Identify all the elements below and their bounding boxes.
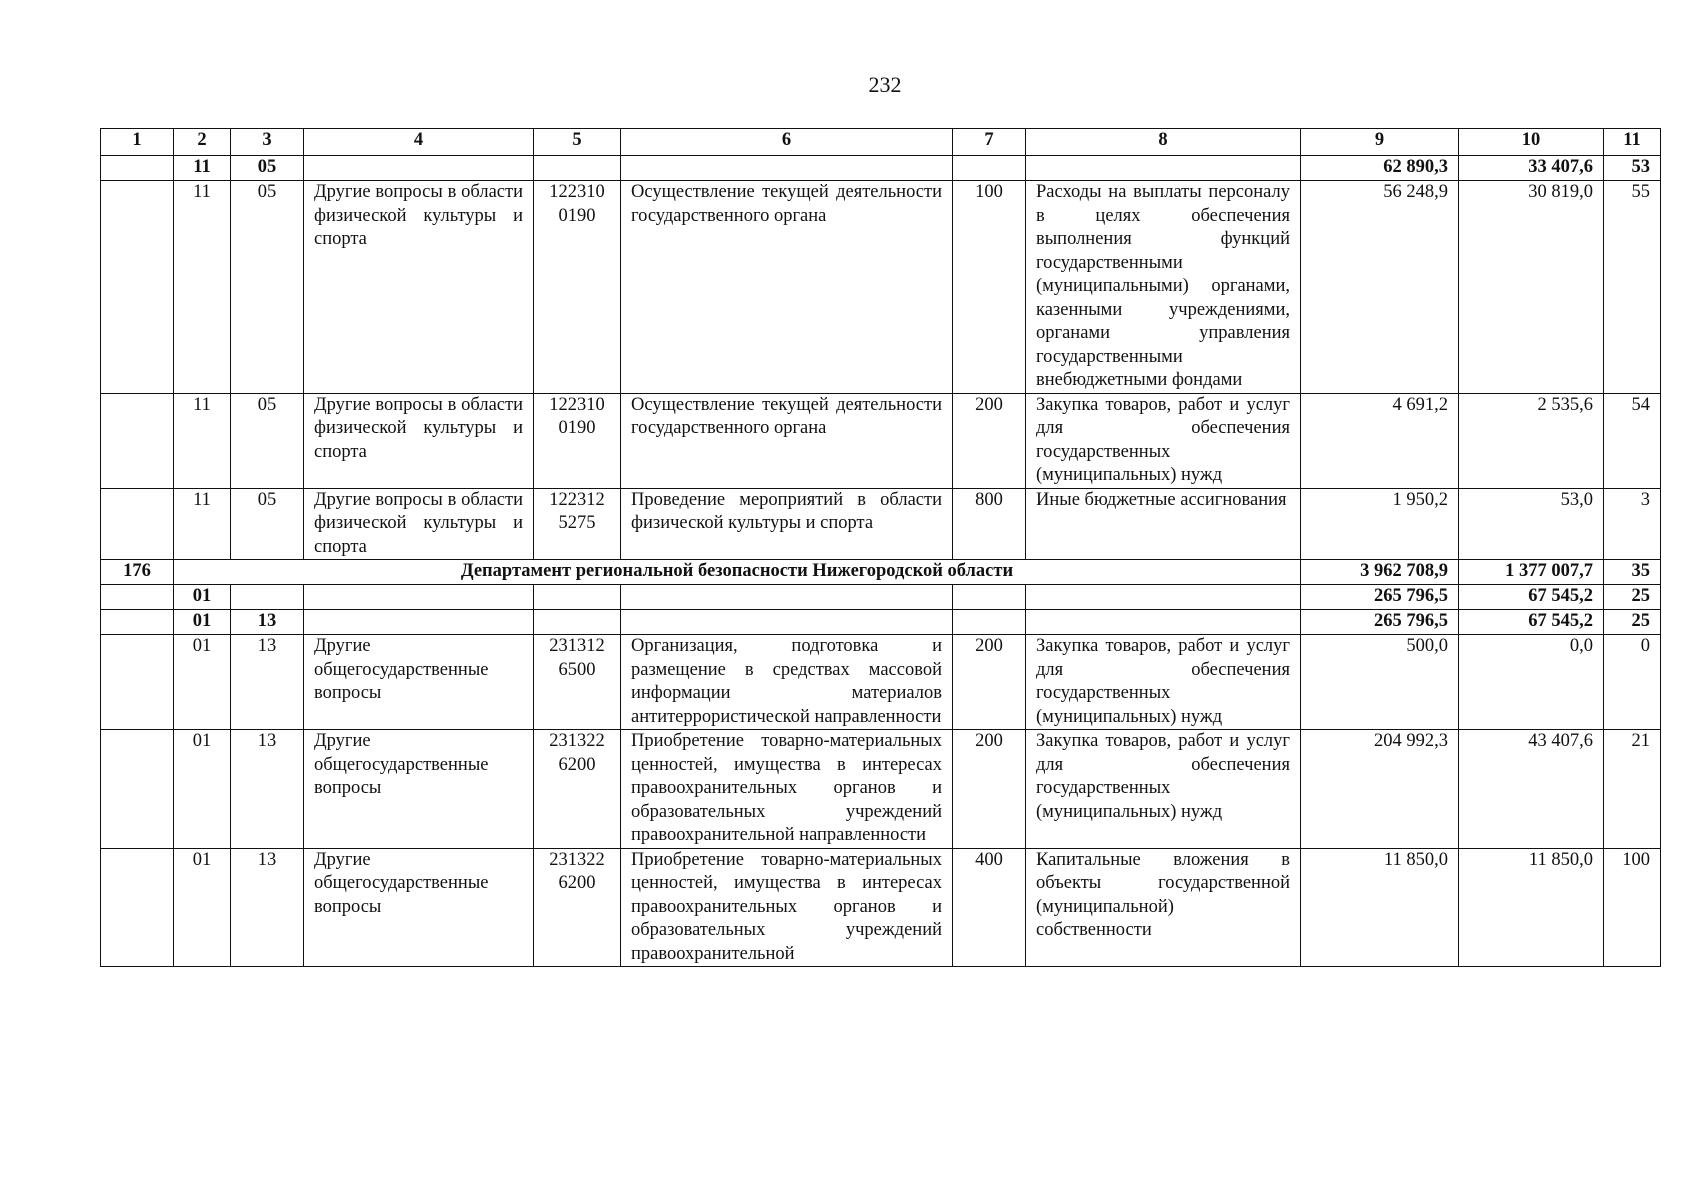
cell-executed-amount: 2 535,6 xyxy=(1459,393,1604,488)
cell-empty xyxy=(1026,610,1301,635)
cell-section: 11 xyxy=(174,156,231,181)
cell-section: 01 xyxy=(174,585,231,610)
cell-expense-type: 400 xyxy=(953,848,1026,967)
cell-executed-amount: 33 407,6 xyxy=(1459,156,1604,181)
column-number-row xyxy=(101,129,1661,156)
cell-empty xyxy=(304,585,534,610)
cell-col1 xyxy=(101,156,174,181)
target-article-part1: 122310 xyxy=(549,394,605,415)
cell-subsection: 05 xyxy=(231,488,304,560)
cell-col1 xyxy=(101,585,174,610)
cell-empty xyxy=(534,156,621,181)
target-article-part2: 0190 xyxy=(558,418,596,438)
cell-section: 01 xyxy=(174,730,231,849)
cell-empty xyxy=(1026,156,1301,181)
cell-percent: 0 xyxy=(1604,635,1661,730)
cell-department-name: Департамент региональной безопасности Нижегородской области xyxy=(174,560,1301,585)
cell-plan-amount: 3 962 708,9 xyxy=(1301,560,1459,585)
column-header: 5 xyxy=(534,129,621,156)
table-row xyxy=(101,730,1661,849)
cell-executed-amount: 53,0 xyxy=(1459,488,1604,560)
cell-subsection: 13 xyxy=(231,610,304,635)
cell-col1 xyxy=(101,848,174,967)
table-row xyxy=(101,181,1661,394)
budget-table xyxy=(100,128,1661,967)
cell-plan-amount: 62 890,3 xyxy=(1301,156,1459,181)
target-article-part2: 6200 xyxy=(558,873,596,893)
table-row xyxy=(101,635,1661,730)
cell-article-name: Приобретение товарно-материальных ценностей, имущества в интересах правоохранительных органов и образовательных учреждений правоохранительной xyxy=(621,848,953,967)
cell-executed-amount: 43 407,6 xyxy=(1459,730,1604,849)
cell-empty xyxy=(304,156,534,181)
cell-expense-type: 200 xyxy=(953,635,1026,730)
cell-percent: 54 xyxy=(1604,393,1661,488)
column-header: 11 xyxy=(1604,129,1661,156)
cell-empty xyxy=(953,585,1026,610)
subtotal-row xyxy=(101,156,1661,181)
cell-empty xyxy=(621,585,953,610)
cell-percent: 25 xyxy=(1604,585,1661,610)
cell-expense-type: 200 xyxy=(953,393,1026,488)
cell-col1 xyxy=(101,393,174,488)
column-header: 3 xyxy=(231,129,304,156)
cell-percent: 55 xyxy=(1604,181,1661,394)
target-article-part1: 231322 xyxy=(549,731,605,751)
column-header: 1 xyxy=(101,129,174,156)
cell-article-name: Осуществление текущей деятельности государственного органа xyxy=(621,181,953,394)
department-row xyxy=(101,560,1661,585)
cell-executed-amount: 11 850,0 xyxy=(1459,848,1604,967)
subtotal-row xyxy=(101,585,1661,610)
cell-section: 11 xyxy=(174,181,231,394)
cell-empty xyxy=(304,610,534,635)
cell-target-article xyxy=(534,181,621,394)
cell-article-name: Приобретение товарно-материальных ценностей, имущества в интересах правоохранительных органов и образовательных учреждений правоохранительной направленности xyxy=(621,730,953,849)
column-header: 4 xyxy=(304,129,534,156)
cell-target-article xyxy=(534,488,621,560)
cell-plan-amount: 1 950,2 xyxy=(1301,488,1459,560)
column-header: 9 xyxy=(1301,129,1459,156)
cell-executed-amount: 30 819,0 xyxy=(1459,181,1604,394)
cell-section: 01 xyxy=(174,635,231,730)
cell-article-name: Проведение мероприятий в области физической культуры и спорта xyxy=(621,488,953,560)
cell-percent: 35 xyxy=(1604,560,1661,585)
target-article-part1: 122312 xyxy=(549,489,605,510)
cell-empty xyxy=(621,610,953,635)
cell-empty xyxy=(1026,585,1301,610)
target-article-part2: 5275 xyxy=(558,513,596,533)
table-row xyxy=(101,393,1661,488)
cell-percent: 25 xyxy=(1604,610,1661,635)
cell-empty xyxy=(534,585,621,610)
cell-col1 xyxy=(101,730,174,849)
cell-section-name: Другие вопросы в области физической культуры и спорта xyxy=(304,488,534,560)
cell-plan-amount: 11 850,0 xyxy=(1301,848,1459,967)
table-row xyxy=(101,848,1661,967)
cell-section-name: Другие общегосударственные вопросы xyxy=(304,730,534,849)
column-header: 7 xyxy=(953,129,1026,156)
cell-executed-amount: 1 377 007,7 xyxy=(1459,560,1604,585)
cell-executed-amount: 0,0 xyxy=(1459,635,1604,730)
cell-plan-amount: 265 796,5 xyxy=(1301,585,1459,610)
cell-section-name: Другие общегосударственные вопросы xyxy=(304,635,534,730)
page-number: 232 xyxy=(868,72,902,97)
cell-subsection xyxy=(231,585,304,610)
cell-expense-type: 800 xyxy=(953,488,1026,560)
cell-subsection: 05 xyxy=(231,181,304,394)
cell-expense-type-name: Закупка товаров, работ и услуг для обеспечения государственных (муниципальных) нужд xyxy=(1026,730,1301,849)
cell-empty xyxy=(621,156,953,181)
target-article-part2: 6200 xyxy=(558,754,596,775)
cell-executed-amount: 67 545,2 xyxy=(1459,585,1604,610)
cell-col1 xyxy=(101,610,174,635)
cell-subsection: 05 xyxy=(231,156,304,181)
cell-article-name: Организация, подготовка и размещение в средствах массовой информации материалов антитеррористической направленности xyxy=(621,635,953,730)
table-body xyxy=(101,156,1661,967)
cell-col1 xyxy=(101,181,174,394)
cell-section: 11 xyxy=(174,488,231,560)
cell-section: 01 xyxy=(174,610,231,635)
cell-article-name: Осуществление текущей деятельности государственного органа xyxy=(621,393,953,488)
cell-executed-amount: 67 545,2 xyxy=(1459,610,1604,635)
cell-subsection: 13 xyxy=(231,730,304,849)
cell-expense-type: 200 xyxy=(953,730,1026,849)
cell-department-code: 176 xyxy=(101,560,174,585)
cell-col1 xyxy=(101,488,174,560)
cell-empty xyxy=(534,610,621,635)
cell-expense-type: 100 xyxy=(953,181,1026,394)
cell-expense-type-name: Закупка товаров, работ и услуг для обеспечения государственных (муниципальных) нужд xyxy=(1026,635,1301,730)
cell-percent: 21 xyxy=(1604,730,1661,849)
cell-section-name: Другие общегосударственные вопросы xyxy=(304,848,534,967)
cell-plan-amount: 500,0 xyxy=(1301,635,1459,730)
cell-empty xyxy=(953,156,1026,181)
column-header: 6 xyxy=(621,129,953,156)
cell-plan-amount: 56 248,9 xyxy=(1301,181,1459,394)
cell-target-article xyxy=(534,730,621,849)
cell-plan-amount: 4 691,2 xyxy=(1301,393,1459,488)
cell-subsection: 05 xyxy=(231,393,304,488)
cell-empty xyxy=(953,610,1026,635)
cell-percent: 100 xyxy=(1604,848,1661,967)
cell-section-name: Другие вопросы в области физической культуры и спорта xyxy=(304,181,534,394)
cell-expense-type-name: Закупка товаров, работ и услуг для обеспечения государственных (муниципальных) нужд xyxy=(1026,393,1301,488)
cell-subsection: 13 xyxy=(231,848,304,967)
cell-subsection: 13 xyxy=(231,635,304,730)
cell-target-article xyxy=(534,635,621,730)
target-article-part2: 0190 xyxy=(558,205,596,226)
cell-expense-type-name: Капитальные вложения в объекты государственной (муниципальной) собственности xyxy=(1026,848,1301,967)
target-article-part1: 231312 xyxy=(549,636,605,656)
target-article-part2: 6500 xyxy=(558,659,596,680)
column-header: 2 xyxy=(174,129,231,156)
cell-expense-type-name: Иные бюджетные ассигнования xyxy=(1026,488,1301,560)
cell-plan-amount: 265 796,5 xyxy=(1301,610,1459,635)
cell-section: 11 xyxy=(174,393,231,488)
cell-percent: 3 xyxy=(1604,488,1661,560)
cell-target-article xyxy=(534,393,621,488)
cell-section-name: Другие вопросы в области физической культуры и спорта xyxy=(304,393,534,488)
cell-col1 xyxy=(101,635,174,730)
table-row xyxy=(101,488,1661,560)
cell-section: 01 xyxy=(174,848,231,967)
cell-percent: 53 xyxy=(1604,156,1661,181)
cell-target-article xyxy=(534,848,621,967)
target-article-part1: 122310 xyxy=(549,182,605,202)
target-article-part1: 231322 xyxy=(549,849,605,870)
column-header: 8 xyxy=(1026,129,1301,156)
cell-plan-amount: 204 992,3 xyxy=(1301,730,1459,849)
cell-expense-type-name: Расходы на выплаты персоналу в целях обеспечения выполнения функций государственными (муниципальными) органами, казенными учреждениями, органами управления государственными внебюджетными фондами xyxy=(1026,181,1301,394)
subtotal-row xyxy=(101,610,1661,635)
column-header: 10 xyxy=(1459,129,1604,156)
